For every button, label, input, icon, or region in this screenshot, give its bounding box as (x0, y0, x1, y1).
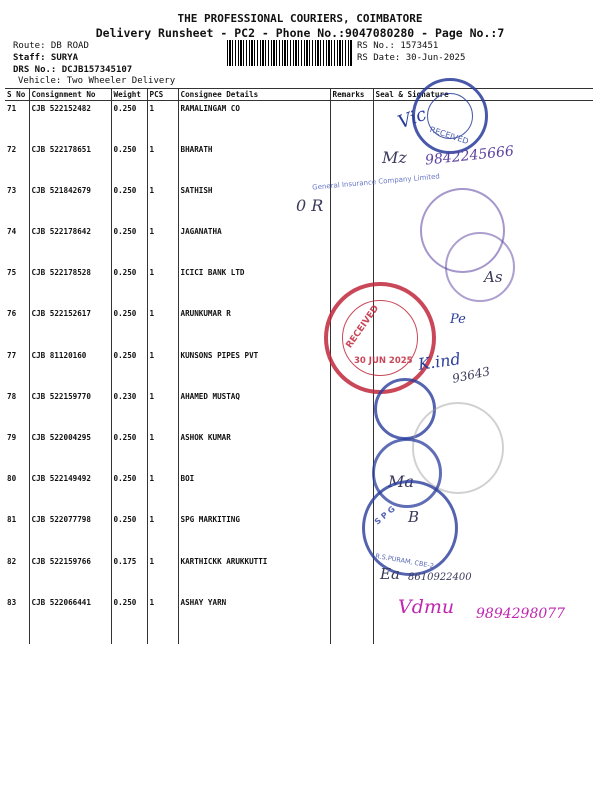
cell-details: ASHAY YARN (178, 595, 330, 636)
table-end-row (5, 636, 593, 644)
table-row (5, 430, 593, 471)
spg-stamp-location: R.S.PURAM, CBE-2 (374, 551, 435, 571)
signature-76: Pe (450, 312, 466, 327)
signature-75: As (484, 268, 503, 286)
received-stamp-text: RECEIVED (428, 124, 470, 147)
cell-pcs: 1 (147, 554, 178, 595)
cell-sno: 73 (7, 185, 17, 195)
cell-weight: 0.250 (111, 224, 147, 265)
cell-pcs: 1 (147, 512, 178, 553)
runsheet-table (5, 88, 593, 644)
cell-consignment: CJB 522159770 (29, 389, 111, 430)
signature-72: Mz (382, 148, 407, 167)
cell-weight: 0.175 (111, 554, 147, 595)
drs-label: DRS No.: DCJB157345107 (13, 65, 133, 75)
barcode (227, 40, 352, 66)
cell-details: KUNSONS PIPES PVT (178, 348, 330, 389)
cell-weight: 0.250 (111, 471, 147, 512)
cell-details: BOI (178, 471, 330, 512)
table-row (5, 306, 593, 347)
phone-72: 9842245666 (424, 143, 515, 169)
vehicle-label: Vehicle: Two Wheeler Delivery (18, 76, 176, 86)
end-cell (29, 636, 111, 644)
signature-71: Vic (395, 103, 430, 134)
table-row (5, 554, 593, 595)
signature-83: Vdmu (398, 596, 455, 618)
cell-pcs: 1 (147, 265, 178, 306)
table-row (5, 471, 593, 512)
cell-details: RAMALINGAM CO (178, 101, 330, 142)
col-sno-header: S No (5, 89, 29, 101)
cell-pcs: 1 (147, 101, 178, 142)
cell-pcs: 1 (147, 389, 178, 430)
rs-number: RS No.: 1573451 (357, 41, 439, 51)
table-row (5, 389, 593, 430)
cell-consignment: CJB 522159766 (29, 554, 111, 595)
cell-details: SPG MARKITING (178, 512, 330, 553)
cell-sno: 75 (7, 268, 17, 278)
runsheet-title: Delivery Runsheet - PC2 - Phone No.:9047080280 - Page No.:7 (95, 26, 505, 40)
cell-details: SATHISH (178, 183, 330, 224)
company-title: THE PROFESSIONAL COURIERS, COIMBATORE (177, 12, 423, 25)
cell-consignment: CJB 522066441 (29, 595, 111, 636)
cell-weight: 0.250 (111, 183, 147, 224)
end-cell (147, 636, 178, 644)
cell-pcs: 1 (147, 595, 178, 636)
cell-remarks (330, 554, 373, 595)
end-cell (178, 636, 330, 644)
cell-details: ICICI BANK LTD (178, 265, 330, 306)
cell-sno: 77 (7, 350, 17, 360)
violet-stamp-75 (445, 232, 515, 302)
signature-73: 0 R (296, 196, 324, 215)
cell-remarks (330, 224, 373, 265)
cell-remarks (330, 101, 373, 142)
col-remarks-header: Remarks (330, 89, 373, 101)
table-row (5, 512, 593, 553)
cell-weight: 0.250 (111, 142, 147, 183)
cell-consignment: CJB 522152617 (29, 306, 111, 347)
staff-label: Staff: SURYA (13, 53, 79, 63)
cell-sno: 82 (7, 556, 17, 566)
cell-sno: 80 (7, 474, 17, 484)
cell-pcs: 1 (147, 471, 178, 512)
cell-details: AHAMED MUSTAQ (178, 389, 330, 430)
col-pcs-header: PCS (147, 89, 178, 101)
cell-details: ASHOK KUMAR (178, 430, 330, 471)
stamp-date: 30 JUN 2025 (354, 356, 413, 366)
col-weight-header: Weight (111, 89, 147, 101)
table-header-row (5, 89, 593, 101)
phone-77: 93643 (450, 364, 492, 386)
route-label: Route: DB ROAD (13, 41, 89, 51)
phone-82: 8610922400 (408, 572, 472, 583)
cell-details: BHARATH (178, 142, 330, 183)
spg-stamp-text: S P G (372, 504, 397, 527)
cell-consignment: CJB 522178642 (29, 224, 111, 265)
cell-weight: 0.250 (111, 348, 147, 389)
signature-81: B (408, 508, 420, 526)
cell-pcs: 1 (147, 183, 178, 224)
cell-sno: 81 (7, 515, 17, 525)
phone-83: 9894298077 (476, 606, 566, 622)
cell-sno: 83 (7, 597, 17, 607)
cell-remarks (330, 389, 373, 430)
col-consignment-header: Consignment No (29, 89, 111, 101)
signature-77: K.ind (416, 349, 462, 374)
cell-weight: 0.250 (111, 595, 147, 636)
cell-consignment: CJB 522004295 (29, 430, 111, 471)
cell-consignment: CJB 522077798 (29, 512, 111, 553)
end-cell (330, 636, 373, 644)
cell-consignment: CJB 522152482 (29, 101, 111, 142)
cell-consignment: CJB 522149492 (29, 471, 111, 512)
insurance-stamp: General Insurance Company Limited (311, 172, 441, 192)
cell-remarks (330, 595, 373, 636)
col-seal-header: Seal & Signature (373, 89, 593, 101)
cell-sno: 74 (7, 227, 17, 237)
cell-weight: 0.230 (111, 389, 147, 430)
cell-consignment: CJB 522178528 (29, 265, 111, 306)
table-row (5, 348, 593, 389)
cell-details: KARTHICKK ARUKKUTTI (178, 554, 330, 595)
spg-stamp (362, 480, 458, 576)
received-date-stamp (324, 282, 436, 394)
received-date-text: RECEIVED (344, 303, 382, 351)
end-cell (373, 636, 593, 644)
cell-pcs: 1 (147, 348, 178, 389)
cell-consignment: CJB 81120160 (29, 348, 111, 389)
cell-sno: 79 (7, 433, 17, 442)
table-row (5, 101, 593, 142)
cell-sno: 76 (7, 309, 17, 319)
cell-consignment: CJB 521842679 (29, 183, 111, 224)
cell-consignment: CJB 522178651 (29, 142, 111, 183)
cell-sno: 78 (7, 391, 17, 401)
cell-pcs: 1 (147, 306, 178, 347)
cell-sno: 72 (7, 144, 17, 154)
col-details-header: Consignee Details (178, 89, 330, 101)
rs-date: RS Date: 30-Jun-2025 (357, 53, 466, 63)
end-cell (111, 636, 147, 644)
signature-82: Ea (380, 565, 400, 583)
cell-weight: 0.250 (111, 430, 147, 471)
cell-sno: 71 (7, 104, 17, 113)
cell-weight: 0.250 (111, 512, 147, 553)
cell-pcs: 1 (147, 224, 178, 265)
cell-weight: 0.250 (111, 265, 147, 306)
end-cell (5, 636, 29, 644)
cell-pcs: 1 (147, 142, 178, 183)
cell-remarks (330, 142, 373, 183)
cell-weight: 0.250 (111, 306, 147, 347)
cell-pcs: 1 (147, 430, 178, 471)
cell-details: ARUNKUMAR R (178, 306, 330, 347)
cell-weight: 0.250 (111, 101, 147, 142)
cell-details: JAGANATHA (178, 224, 330, 265)
signature-80: Ma (388, 472, 414, 491)
cell-remarks (330, 430, 373, 471)
